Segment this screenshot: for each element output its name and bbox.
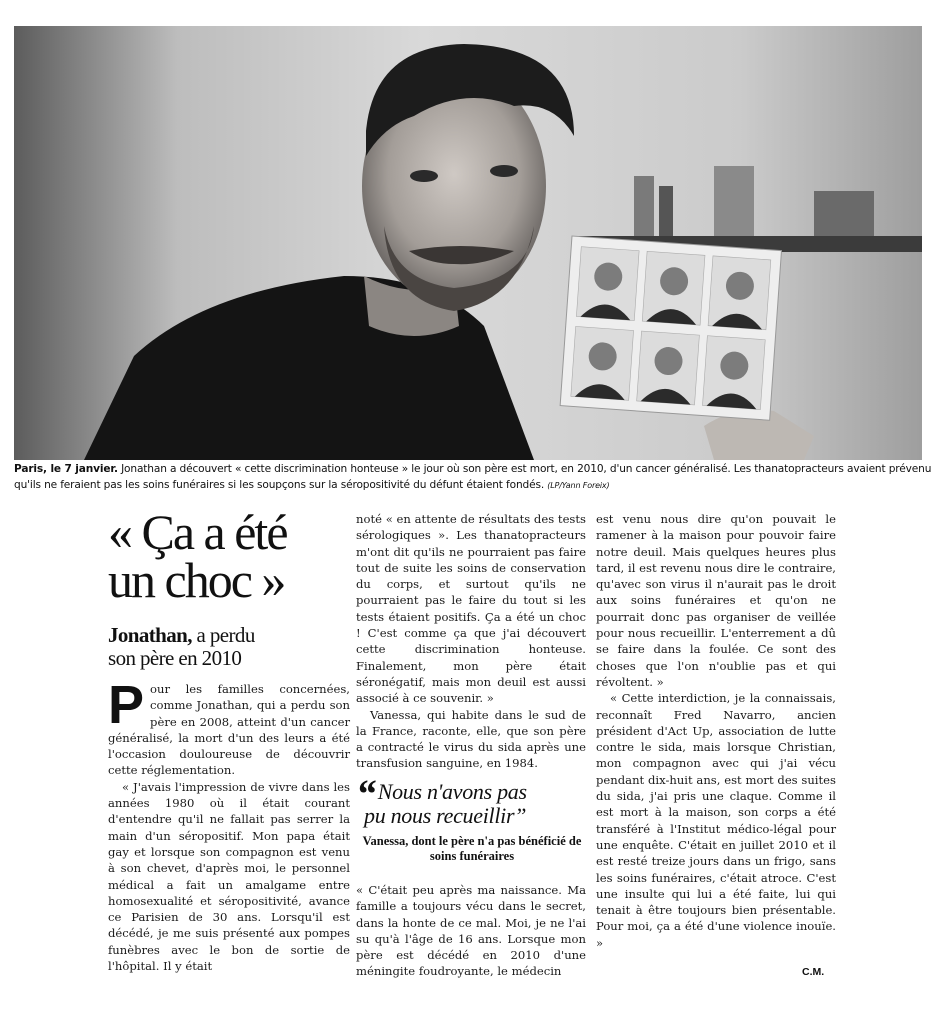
article-photo: [14, 26, 922, 460]
article-column-2-continued: [356, 882, 586, 980]
pull-quote-attribution: Vanessa, dont le père n'a pas bénéficié de soins funéraires: [362, 834, 582, 863]
paragraph: our les familles concernées, comme Jonathan, qui a perdu son père en 2008, atteint d'un cancer généralisé, la mort d'un des leurs a été l'occasion douloureuse de découvrir cette réglementation.: [108, 682, 350, 778]
quote-mark-icon: “: [356, 771, 376, 816]
article-subheading: [108, 624, 348, 670]
pull-quote-line-2: pu nous recueillir”: [364, 803, 527, 828]
pull-quote: [356, 771, 588, 864]
headline-line-1: « Ça a été: [108, 504, 287, 560]
article-column-2: [356, 511, 586, 772]
portrait-photo-icon: [14, 26, 922, 460]
author-signature: C.M.: [802, 966, 825, 978]
paragraph: « C'était peu après ma naissance. Ma famille a toujours vécu dans le secret, dans la honte de ce mal. Moi, je ne l'ai su qu'à l'âge de 16 ans. Lorsque mon père est décédé en 2010 d'une méningite foudroyante, le médecin: [356, 883, 586, 979]
paragraph: « J'avais l'impression de vivre dans les années 1980 où il était courant d'entendre qu'il ne fallait pas serrer la main d'un séropositif. Mon papa était gay et lorsque son compagnon est venu à son chevet, d'après moi, le personnel médical a fait un amalgame entre homosexualité et séropositivité, avance ce Parisien de 30 ans. Lorsqu'il est décédé, je me suis présenté aux pompes funèbres avec le bon de sortie de l'hôpital. Il y était: [108, 779, 350, 974]
id-photo-strip-icon: [560, 236, 781, 420]
drop-cap: P: [108, 675, 145, 735]
pull-quote-line-1: Nous n'avons pas: [377, 779, 527, 804]
subhead-name: Jonathan,: [108, 623, 192, 647]
article-column-3: [596, 511, 836, 951]
photo-caption: [14, 462, 934, 493]
paragraph: est venu nous dire qu'on pouvait le ramener à la maison pour pouvoir faire notre deuil. Mais quelques heures plus tard, il est revenu nous dire le contraire, qu'avec son virus il n'aurait pas le droit aux soins funéraires et qu'on ne pourrait donc pas organiser de veillée pour nous recueillir. L'enterrement a dû se faire dans la foulée. Ce sont des choses que l'on n'oublie pas et qui révoltent. »: [596, 512, 836, 689]
article-headline: [108, 504, 338, 608]
caption-text: Jonathan a découvert « cette discrimination honteuse » le jour où son père est mort, en 2010, d'un cancer généralisé. Les thanatopracteurs avaient prévenu qu'ils ne feraient pas les soins funéraires si les soupçons sur la séropositivité du défunt étaient fondés.: [14, 463, 932, 491]
subhead-line-2: son père en 2010: [108, 646, 242, 670]
headline-line-2: un choc »: [108, 552, 285, 608]
subhead-rest: a perdu: [191, 623, 255, 647]
paragraph: « Cette interdiction, je la connaissais, reconnaît Fred Navarro, ancien président d'Act Up, association de lutte contre le sida, mais lorsque Christian, mon compagnon avec qui j'ai vécu pendant dix-huit ans, est mort des suites du sida, j'ai pris une claque. Comme il est mort à la maison, son corps a été transféré à l'Institut médico-légal pour une enquête. C'était en juillet 2010 et il est resté treize jours dans un frigo, sans les soins funéraires, c'était atroce. C'est une insulte qui lui a été faite, lui qui tenait à être toujours bien présentable. Pour moi, ça a été d'une violence inouïe. »: [596, 691, 836, 950]
paragraph: noté « en attente de résultats des tests sérologiques ». Les thanatopracteurs m'ont dit qu'ils ne pourraient pas faire tout de suite les soins de conservation du corps, et surtout qu'ils ne pourraient pas le faire du tout si les tests étaient positifs. Ça a été un choc ! C'est comme ça que j'ai découvert cette discrimination honteuse. Finalement, mon père était séronégatif, mais mon deuil est aussi associé à ce souvenir. »: [356, 512, 586, 706]
paragraph: Vanessa, qui habite dans le sud de la France, raconte, elle, que son père a contracté le virus du sida après une transfusion sanguine, en 1984.: [356, 707, 586, 771]
photo-credit: (LP/Yann Foreix): [547, 480, 610, 490]
article-column-1: [108, 675, 350, 974]
caption-lead: Paris, le 7 janvier.: [14, 463, 118, 475]
